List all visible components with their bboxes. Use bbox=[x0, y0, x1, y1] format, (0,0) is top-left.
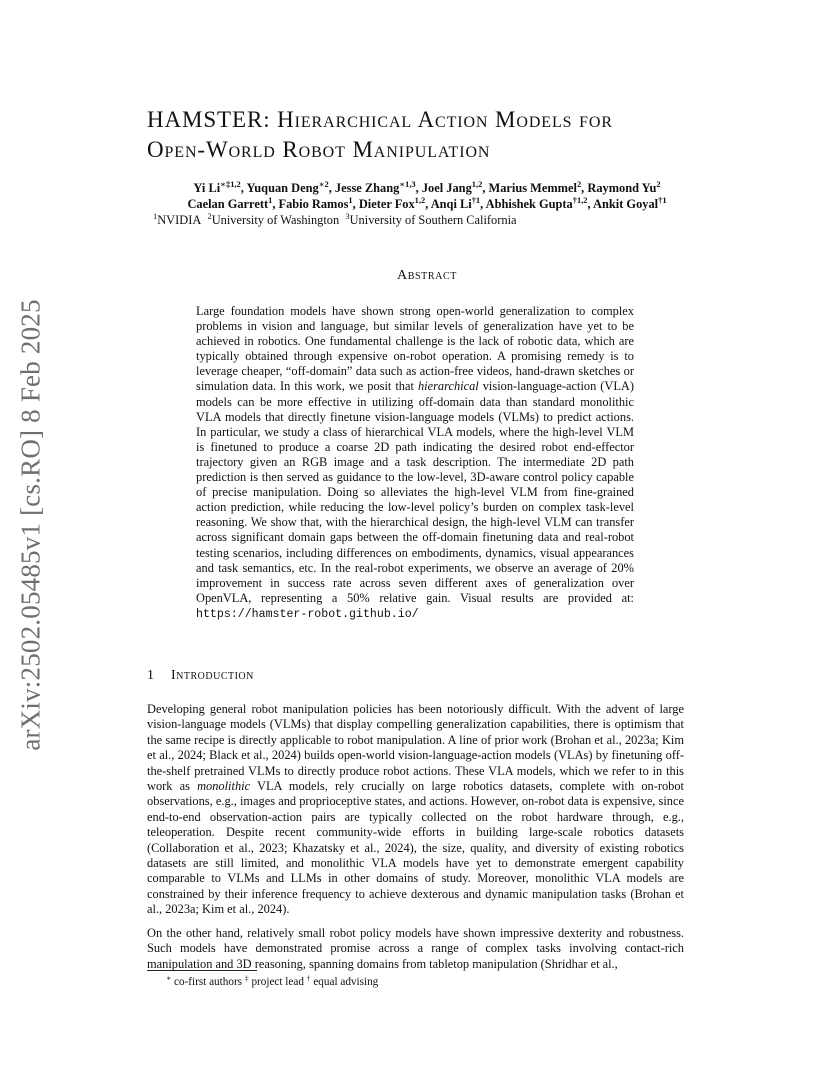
intro-paragraph-1 bbox=[147, 702, 684, 918]
arxiv-identifier-text: arXiv:2502.05485v1 [cs.RO] 8 Feb 2025 bbox=[15, 299, 46, 751]
author-affiliation-marks: ∗1,3 bbox=[399, 178, 416, 189]
abstract-text-part-2: vision-language-action (VLA) models can be more effective in utilizing off-domain data than standard monolithic VLA models that directly finetune vision-language models (VLMs) to predict actions. In particular, we study a class of hierarchical VLA models, where the high-level VLM is finetuned to produce a coarse 2D path indicating the desired robot end-effector trajectory given an RGB image and a task description. The intermediate 2D path prediction is then served as guidance to the low-level, 3D-aware control policy capable of precise manipulation. Doing so alleviates the high-level VLM from fine-grained action prediction, while reducing the low-level policy’s burden on complex task-level reasoning. We show that, with the hierarchical design, the high-level VLM can transfer across significant domain gaps between the off-domain finetuning data and real-robot testing scenarios, including differences on embodiments, dynamics, visual appearances and task semantics, etc. In the real-robot experiments, we observe an average of 20% improvement in success rate across seven different axes of generalization over OpenVLA, representing a 50% relative gain. Visual results are provided at: bbox=[196, 379, 634, 605]
project-url-link[interactable]: https://hamster-robot.github.io/ bbox=[196, 607, 419, 621]
footnote-divider bbox=[147, 970, 257, 971]
section-number: 1 bbox=[147, 668, 155, 683]
intro-p1-part-1: Developing general robot manipulation policies has been notoriously difficult. With the advent of large vision-language models (VLMs) that display compelling generalization capabilities, there is optimism that the same recipe is directly applicable to robot manipulation. A line of prior work (Brohan et al., 2023a; Kim et al., 2024; Black et al., 2024) builds open-world vision-language-action models (VLAs) by finetuning off-the-shelf pretrained VLMs to directly produce robot actions. These VLA models, which we refer to in this work as bbox=[147, 702, 684, 794]
author-name: Dieter Fox bbox=[358, 197, 415, 211]
footnote-mark-equal-advising: † bbox=[306, 973, 311, 983]
footnote-mark-co-first: ∗ bbox=[166, 973, 172, 983]
author bbox=[430, 194, 481, 211]
author bbox=[488, 178, 582, 195]
author-name: Joel Jang bbox=[421, 181, 472, 195]
footnote-text-co-first: co-first authors bbox=[171, 976, 245, 988]
author-name: Anqi Li bbox=[430, 197, 472, 211]
author-name: Marius Memmel bbox=[488, 181, 577, 195]
author bbox=[278, 194, 353, 211]
intro-paragraph-2: On the other hand, relatively small robot policy models have shown impressive dexterity and robustness. Such models have demonstrated promise across a range of complex tasks involving contact-rich manipulation and 3D reasoning, spanning domains from tabletop manipulation (Shridhar et al., bbox=[147, 925, 684, 971]
section-title: Introduction bbox=[171, 668, 254, 683]
title-line-1: HAMSTER: Hierarchical Action Models for bbox=[147, 107, 613, 132]
footnote-text-project-lead: project lead bbox=[248, 976, 307, 988]
author-line-2: Caelan Garrett$^1$, Fabio Ramos$^1$, Dieter Fox$^{1,2}$, Anqi Li$^{\dagger 1}$, Abhishek Gupta$^{\dagger 1,2}$, Ankit Goyal$^{\dagger 1}$ bbox=[187, 194, 667, 211]
author-block bbox=[147, 180, 707, 228]
author-affiliation-marks: ∗‡1,2 bbox=[220, 178, 241, 189]
abstract-emphasis: hierarchical bbox=[417, 379, 479, 394]
author-affiliation-marks: †1 bbox=[471, 194, 481, 205]
author-name: Raymond Yu bbox=[587, 181, 657, 195]
author-affiliation-marks: 1 bbox=[348, 194, 353, 205]
author bbox=[485, 194, 588, 211]
author-affiliation-marks: 1,2 bbox=[471, 178, 483, 189]
author-name: Yi Li bbox=[193, 181, 221, 195]
author-affiliation-marks: †1,2 bbox=[572, 194, 588, 205]
affiliation-mark: 1 bbox=[153, 210, 158, 221]
author-affiliation-marks: 2 bbox=[656, 178, 661, 189]
author bbox=[421, 178, 483, 195]
author bbox=[593, 194, 667, 211]
author-affiliation-marks: 1 bbox=[268, 194, 273, 205]
author-affiliation-marks: 2 bbox=[576, 178, 582, 189]
author-affiliation-marks: †1 bbox=[658, 194, 667, 205]
author bbox=[193, 178, 241, 195]
intro-p1-emphasis: monolithic bbox=[197, 779, 251, 794]
affiliation-name: University of Southern California bbox=[349, 213, 517, 227]
author bbox=[246, 178, 329, 195]
author bbox=[187, 194, 273, 211]
author-name: Jesse Zhang bbox=[334, 181, 400, 195]
author-line-1: Yi $Li^{∗\ddagger 1,2}$, Yuquan Deng$^{∗2}$, Jesse Zhang$^{∗1,3}$, Joel Jang$^{1,2}$, Marius Memmel$^2$, Raymond Yu$^2$ bbox=[193, 178, 661, 195]
title-line-2: Open-World Robot Manipulation bbox=[147, 137, 491, 162]
abstract-text-part-1: Large foundation models have shown strong open-world generalization to complex problems in vision and language, but similar levels of generalization have yet to be achieved in robotics. One fundamental challenge is the lack of robotic data, which are typically obtained through expensive on-robot operation. A promising remedy is to leverage cheaper, “off-domain” data such as action-free videos, hand-drawn sketches or simulation data. In this work, we posit that bbox=[196, 304, 634, 394]
affiliation-name: NVIDIA bbox=[157, 213, 202, 227]
author bbox=[587, 178, 661, 195]
affiliation-line bbox=[147, 212, 707, 228]
author-name: Fabio Ramos bbox=[278, 197, 349, 211]
footnote-text-equal-advising: equal advising bbox=[310, 976, 379, 988]
section-heading-introduction bbox=[147, 668, 707, 684]
author bbox=[334, 178, 416, 195]
abstract-heading: Abstract bbox=[397, 268, 457, 283]
intro-p1-part-2: VLA models, rely crucially on large robotics datasets, complete with on-robot observations, e.g., images and proprioceptive states, and actions. However, on-robot data is expensive, since end-to-end observation-action pairs are typically collected on the robot hardware through, e.g., teleoperation. Despite recent community-wide efforts in building large-scale robotics datasets (Collaboration et al., 2023; Khazatsky et al., 2024), the size, quality, and diversity of existing robotics datasets are still limited, and monolithic VLA models have yet to demonstrate emergent capability comparable to VLMs and LLMs in other domains of study. Moreover, monolithic VLA models are constrained by their inference frequency to achieve dexterous and dynamic manipulation tasks (Brohan et al., 2023a; Kim et al., 2024). bbox=[147, 779, 684, 917]
author bbox=[358, 194, 426, 211]
abstract-body bbox=[196, 304, 634, 622]
arxiv-identifier-stamp bbox=[14, 290, 48, 760]
author-affiliation-marks: ∗2 bbox=[318, 178, 329, 189]
paper-title bbox=[147, 105, 707, 165]
author-name: Ankit Goyal bbox=[593, 197, 659, 211]
author-affiliation-marks: 1,2 bbox=[414, 194, 426, 205]
footnote-mark-project-lead: ‡ bbox=[244, 973, 249, 983]
author-name: Yuquan Deng bbox=[246, 181, 319, 195]
affiliation-mark: 2 bbox=[207, 210, 212, 221]
footnote bbox=[166, 973, 379, 988]
affiliation-mark: 3 bbox=[345, 210, 350, 221]
author-name: Abhishek Gupta bbox=[485, 197, 573, 211]
affiliation-name: University of Washington bbox=[211, 213, 340, 227]
author-name: Caelan Garrett bbox=[187, 197, 269, 211]
